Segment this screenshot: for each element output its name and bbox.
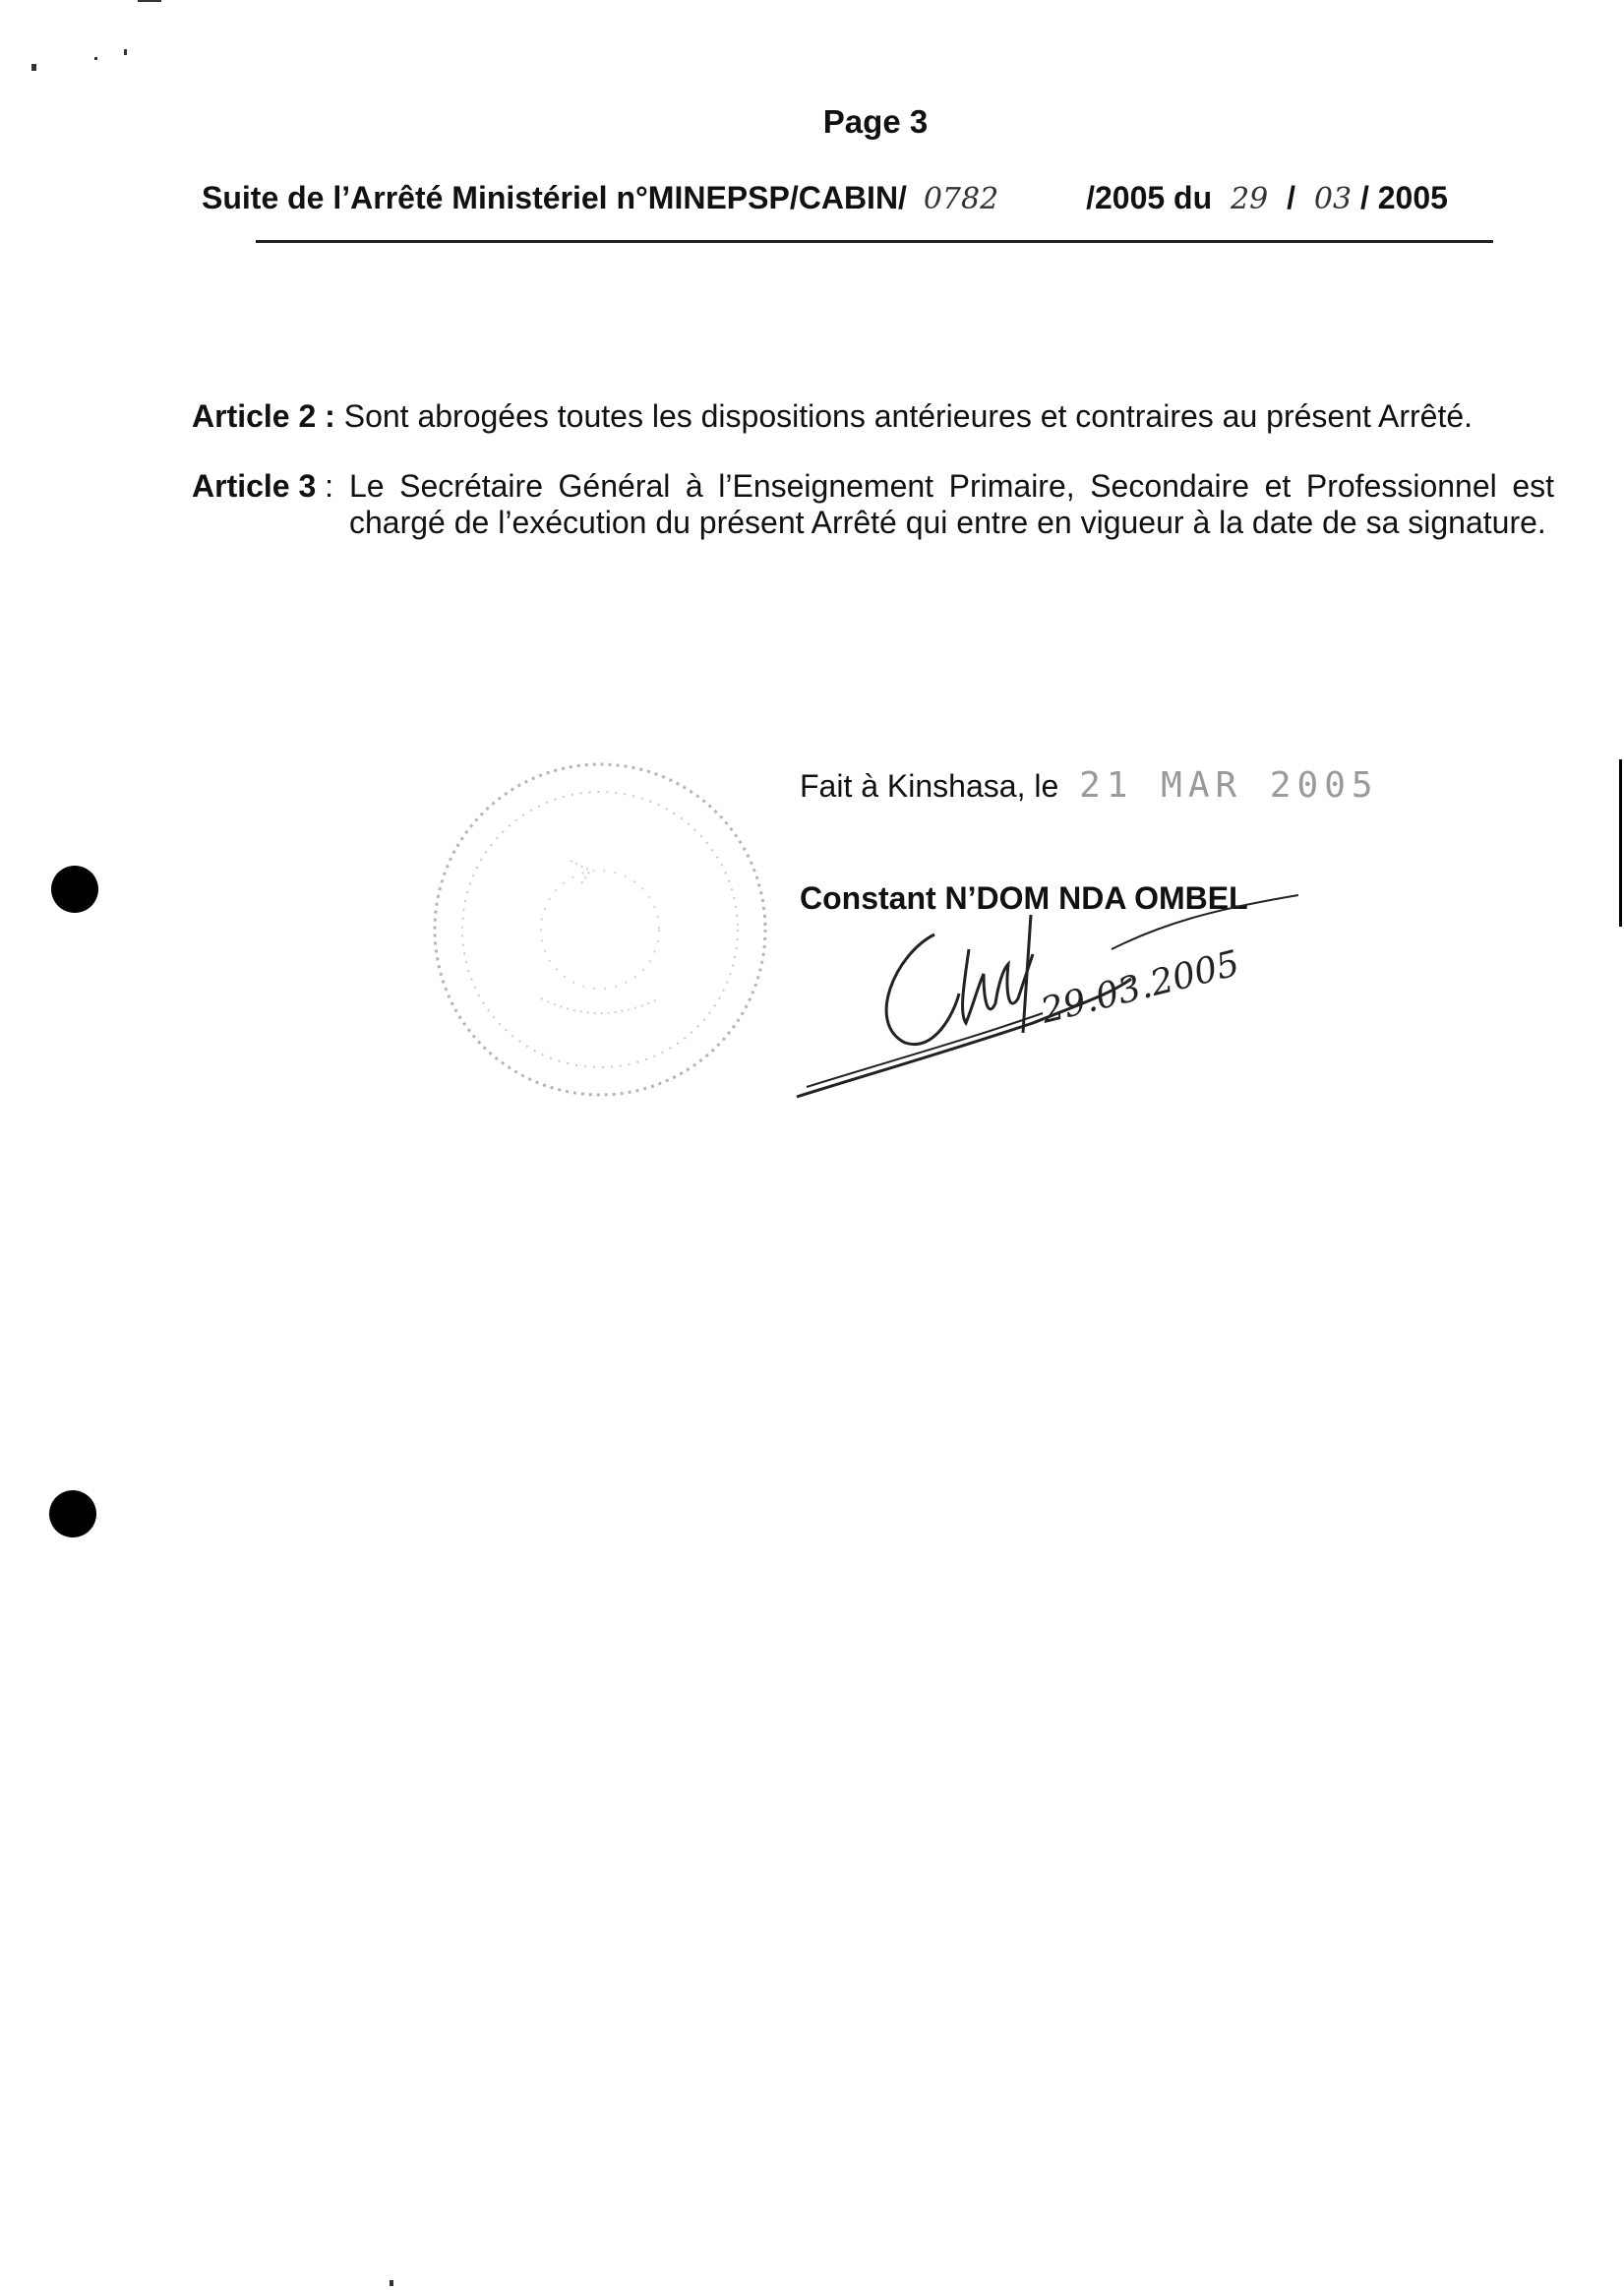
official-seal [423,753,777,1107]
scan-speck [94,57,97,60]
scan-edge-mark [1619,759,1622,927]
article-3-text: Le Secrétaire Général à l’Enseignement Primaire, Secondaire et Professionnel est chargé de l’exécution du présent Arrêté qui entre en vigueur à la date de sa signature. [349,468,1554,540]
binder-hole-bottom [49,1490,96,1537]
header-divider [256,240,1493,243]
decree-reference [202,180,1448,216]
handwritten-decree-number: 0782 [923,182,999,216]
article-2-label: Article 2 : [192,398,335,434]
article-3-label: Article 3 [192,468,317,504]
decree-reference-prefix: Suite de l’Arrêté Ministériel n°MINEPSP/CABIN/ [202,180,907,215]
binder-hole-top [51,866,98,913]
date-slash: / [1287,180,1304,215]
scan-speck [138,0,161,2]
handwritten-month: 03 [1313,182,1353,216]
scan-speck [390,2280,393,2286]
article-3 [192,468,1554,541]
place-and-date [800,765,1379,806]
handwritten-signature [787,875,1338,1112]
handwritten-day: 29 [1231,182,1269,216]
page-number: Page 3 [822,103,929,140]
signer-name: Constant N’DOM NDA OMBEL [800,880,1248,916]
decree-year-end: / 2005 [1359,180,1448,215]
decree-year: /2005 du [1086,180,1213,215]
scan-speck [31,64,36,71]
stamped-date: 21 MAR 2005 [1079,765,1379,806]
article-3-label-wrap [192,468,333,505]
article-2-text: Sont abrogées toutes les dispositions antérieures et contraires au présent Arrêté. [343,398,1474,434]
article-2 [192,398,1554,435]
scan-speck [124,49,127,55]
place-date-label: Fait à Kinshasa, le [800,768,1059,804]
signature-date: 29.03.2005 [1037,943,1244,1032]
article-3-colon: : [316,468,334,504]
